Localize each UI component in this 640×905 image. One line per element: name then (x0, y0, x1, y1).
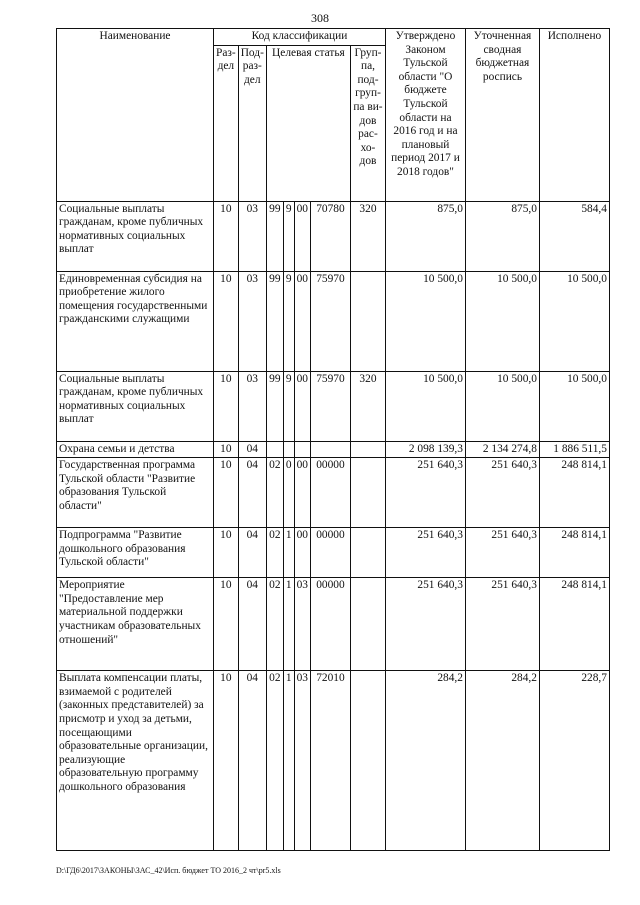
row-name: Социальные выплаты гражданам, кроме публичных нормативных социальных выплат (57, 371, 214, 441)
row-section: 10 (214, 441, 239, 458)
row-executed: 1 886 511,5 (539, 441, 609, 458)
row-target-direction: 00000 (310, 528, 350, 578)
row-target-measure: 00 (294, 371, 310, 441)
row-target-program: 02 (266, 458, 283, 528)
row-target-program: 99 (266, 271, 283, 371)
file-path-footer: D:\ГД6\2017\ЗАКОНЫ\ЗАС_42\Исп. бюджет ТО 2016_2 чт\pr5.xls (56, 866, 281, 875)
row-executed: 248 814,1 (539, 458, 609, 528)
row-target-direction: 75970 (310, 271, 350, 371)
row-expense-group (350, 578, 385, 671)
row-subsection: 03 (238, 271, 266, 371)
table-row (57, 578, 610, 671)
row-target-program: 99 (266, 371, 283, 441)
table-row (57, 528, 610, 578)
row-name: Социальные выплаты гражданам, кроме публичных нормативных социальных выплат (57, 201, 214, 271)
header-approved: Утверждено Законом Тульской области "О бюджете Тульской области на 2016 год и на плановый период 2017 и 2018 годов" (385, 29, 465, 202)
row-expense-group (350, 528, 385, 578)
row-target-subprogram: 1 (283, 578, 294, 671)
row-name: Единовременная субсидия на приобретение жилого помещения государственными гражданскими служащими (57, 271, 214, 371)
row-approved: 251 640,3 (385, 458, 465, 528)
row-subsection: 04 (238, 671, 266, 851)
row-revised: 251 640,3 (465, 528, 539, 578)
row-name: Государственная программа Тульской области "Развитие образования Тульской области" (57, 458, 214, 528)
row-approved: 10 500,0 (385, 271, 465, 371)
row-target-subprogram: 0 (283, 458, 294, 528)
row-expense-group (350, 671, 385, 851)
row-approved: 251 640,3 (385, 578, 465, 671)
row-target-program: 02 (266, 578, 283, 671)
row-section: 10 (214, 458, 239, 528)
row-section: 10 (214, 578, 239, 671)
budget-table (56, 28, 610, 851)
row-target-direction: 70780 (310, 201, 350, 271)
row-executed: 584,4 (539, 201, 609, 271)
row-expense-group (350, 458, 385, 528)
row-target-program: 02 (266, 671, 283, 851)
row-executed: 248 814,1 (539, 578, 609, 671)
row-target-measure (294, 441, 310, 458)
row-approved: 10 500,0 (385, 371, 465, 441)
row-target-program: 99 (266, 201, 283, 271)
table-row (57, 671, 610, 851)
row-subsection: 04 (238, 441, 266, 458)
row-name: Выплата компенсации платы, взимаемой с родителей (законных представителей) за присмотр и уход за детьми, посещающими образовательные организации, реализующие образовательную программу дошкольного образования (57, 671, 214, 851)
row-executed: 10 500,0 (539, 271, 609, 371)
row-revised: 251 640,3 (465, 458, 539, 528)
row-target-direction (310, 441, 350, 458)
row-name: Мероприятие "Предоставление мер материальной поддержки участникам образовательных отношений" (57, 578, 214, 671)
table-row (57, 371, 610, 441)
row-expense-group: 320 (350, 371, 385, 441)
table-row (57, 271, 610, 371)
row-target-measure: 00 (294, 528, 310, 578)
row-expense-group: 320 (350, 201, 385, 271)
row-section: 10 (214, 528, 239, 578)
page-number: 308 (311, 11, 329, 25)
header-section: Раз-дел (214, 45, 239, 201)
header-code-classification: Код классификации (214, 29, 386, 46)
row-section: 10 (214, 371, 239, 441)
row-approved: 2 098 139,3 (385, 441, 465, 458)
row-subsection: 03 (238, 201, 266, 271)
header-revised: Уточненная сводная бюджетная роспись (465, 29, 539, 202)
row-subsection: 04 (238, 528, 266, 578)
header-subsection: Под-раз-дел (238, 45, 266, 201)
row-approved: 251 640,3 (385, 528, 465, 578)
row-subsection: 04 (238, 578, 266, 671)
row-target-measure: 03 (294, 578, 310, 671)
row-target-subprogram: 9 (283, 271, 294, 371)
row-target-direction: 00000 (310, 458, 350, 528)
row-approved: 875,0 (385, 201, 465, 271)
row-target-measure: 00 (294, 271, 310, 371)
table-row (57, 441, 610, 458)
row-name: Охрана семьи и детства (57, 441, 214, 458)
header-target-article: Целевая статья (266, 45, 350, 201)
row-name: Подпрограмма "Развитие дошкольного образования Тульской области" (57, 528, 214, 578)
row-target-program (266, 441, 283, 458)
row-executed: 10 500,0 (539, 371, 609, 441)
row-subsection: 03 (238, 371, 266, 441)
row-executed: 248 814,1 (539, 528, 609, 578)
row-expense-group (350, 271, 385, 371)
header-expense-group: Груп-па, под-груп-па ви-дов рас-хо-дов (350, 45, 385, 201)
header-executed: Исполнено (539, 29, 609, 202)
table-row (57, 201, 610, 271)
row-subsection: 04 (238, 458, 266, 528)
row-section: 10 (214, 671, 239, 851)
row-section: 10 (214, 271, 239, 371)
row-target-measure: 00 (294, 458, 310, 528)
row-revised: 875,0 (465, 201, 539, 271)
row-target-direction: 00000 (310, 578, 350, 671)
row-revised: 251 640,3 (465, 578, 539, 671)
row-approved: 284,2 (385, 671, 465, 851)
row-target-subprogram: 1 (283, 671, 294, 851)
row-revised: 2 134 274,8 (465, 441, 539, 458)
row-revised: 10 500,0 (465, 271, 539, 371)
row-revised: 10 500,0 (465, 371, 539, 441)
row-section: 10 (214, 201, 239, 271)
header-name: Наименование (57, 29, 214, 202)
row-revised: 284,2 (465, 671, 539, 851)
table-row (57, 458, 610, 528)
row-target-program: 02 (266, 528, 283, 578)
row-target-direction: 72010 (310, 671, 350, 851)
row-target-measure: 03 (294, 671, 310, 851)
row-target-subprogram: 9 (283, 371, 294, 441)
row-target-subprogram: 1 (283, 528, 294, 578)
row-target-measure: 00 (294, 201, 310, 271)
row-target-direction: 75970 (310, 371, 350, 441)
row-target-subprogram: 9 (283, 201, 294, 271)
row-executed: 228,7 (539, 671, 609, 851)
row-expense-group (350, 441, 385, 458)
row-target-subprogram (283, 441, 294, 458)
